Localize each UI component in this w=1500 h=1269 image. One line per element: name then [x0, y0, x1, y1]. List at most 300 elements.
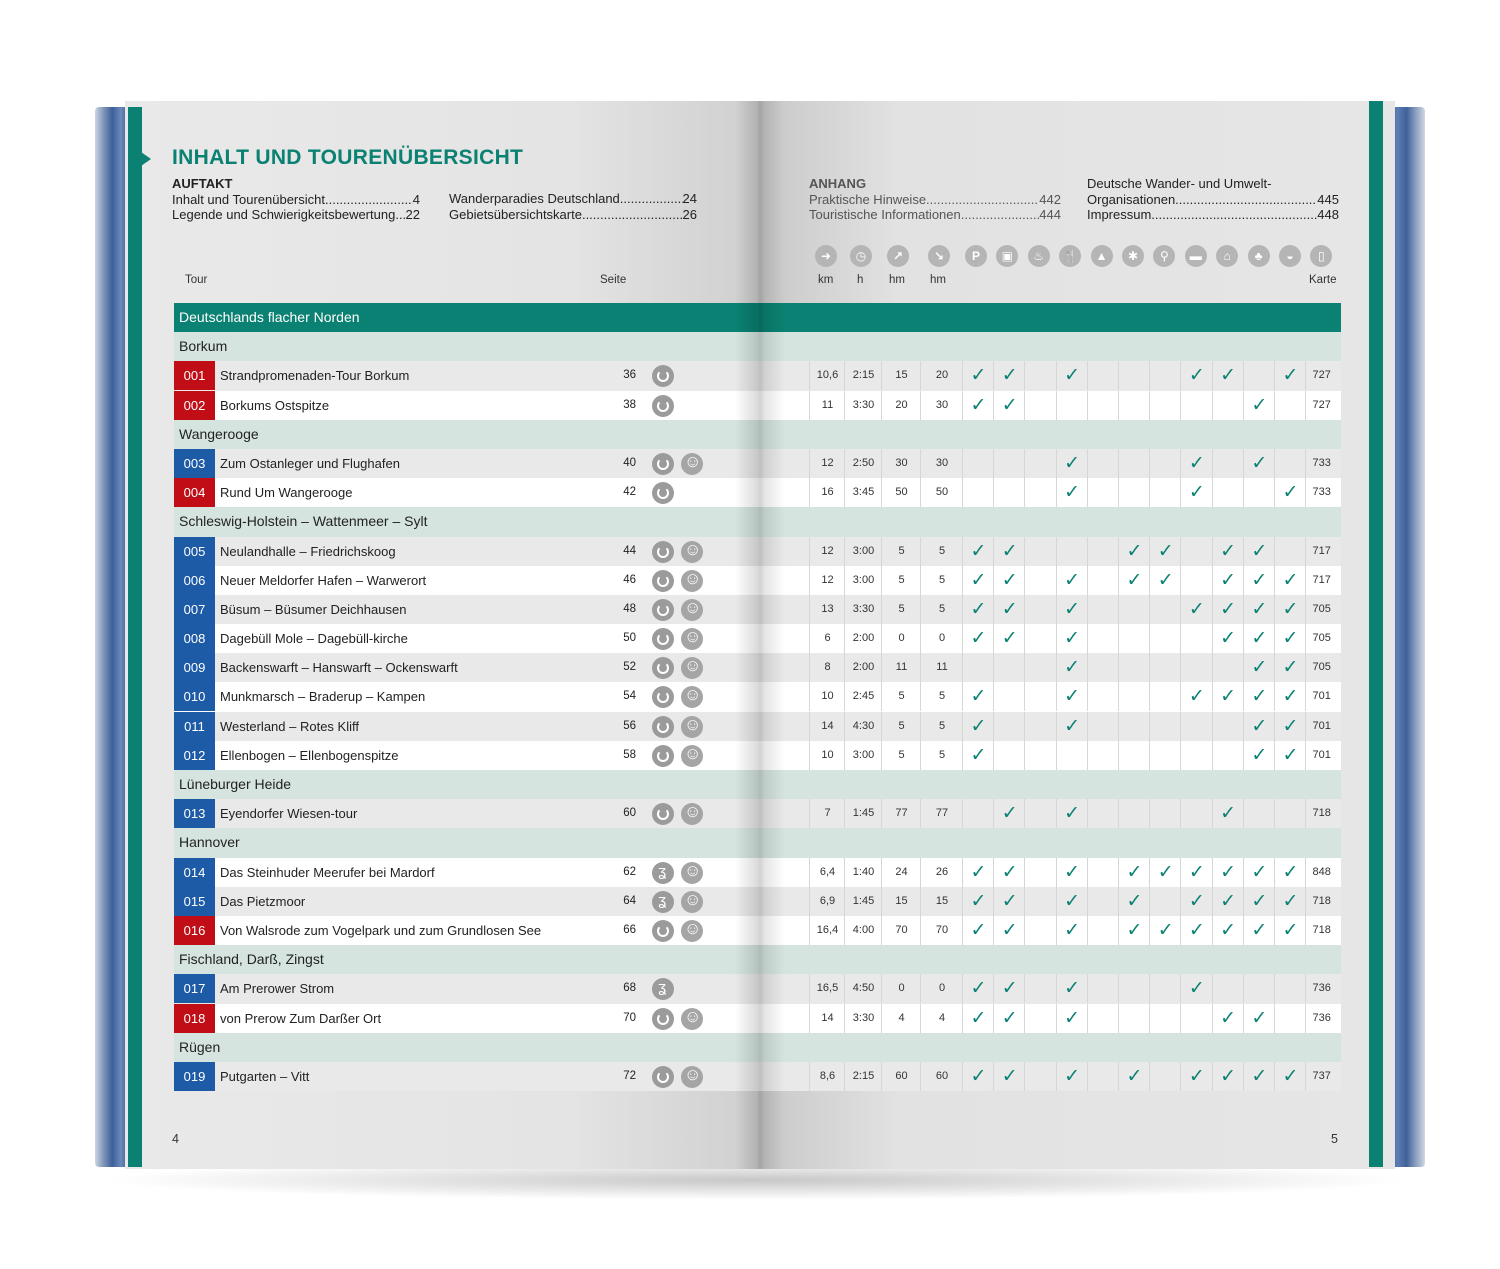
check-mark: ✓ [1243, 595, 1275, 624]
stat-hm1: 70 [881, 916, 921, 945]
check-mark: ✓ [1243, 391, 1275, 420]
check-mark: ✓ [1243, 537, 1275, 566]
page-title: INHALT UND TOURENÜBERSICHT [172, 146, 524, 169]
check-mark: ✓ [962, 566, 994, 595]
check-mark: ✓ [1212, 537, 1244, 566]
stat-h: 2:50 [844, 449, 882, 478]
check-mark: ✓ [1056, 682, 1088, 711]
tour-name: Westerland – Rotes Kliff [220, 718, 359, 734]
check-mark: ✓ [1243, 741, 1275, 770]
left-page-accent-stripe [128, 107, 142, 1167]
stat-hm1: 30 [881, 449, 921, 478]
stat-km: 14 [809, 712, 845, 741]
empty-cell [1056, 741, 1088, 770]
table-row[interactable] [174, 361, 1341, 390]
stat-hm2: 0 [920, 624, 963, 653]
tour-page-number: 72 [623, 1069, 636, 1082]
stat-hm2: 5 [920, 566, 963, 595]
toc-entry[interactable] [809, 192, 1061, 208]
tour-number-badge: 012 [174, 741, 215, 770]
check-mark: ✓ [1056, 478, 1088, 507]
table-row[interactable] [174, 916, 1341, 945]
parking-icon: P [965, 245, 987, 267]
toc-entry[interactable] [1087, 207, 1339, 223]
check-mark: ✓ [993, 916, 1025, 945]
tour-number-badge: 006 [174, 566, 215, 595]
stat-km: 12 [809, 537, 845, 566]
stat-hm2: 26 [920, 858, 963, 887]
toc-entry[interactable] [809, 207, 1061, 223]
check-mark: ✓ [1274, 887, 1306, 916]
check-mark: ✓ [1056, 361, 1088, 390]
check-mark: ✓ [993, 887, 1025, 916]
toc-entry-page: 448 [1317, 207, 1339, 222]
stat-km: 6,9 [809, 887, 845, 916]
check-mark: ✓ [1056, 858, 1088, 887]
check-mark: ✓ [1180, 1062, 1212, 1091]
empty-cell [1024, 858, 1056, 887]
check-mark: ✓ [1274, 566, 1306, 595]
tour-number-badge: 017 [174, 974, 215, 1003]
table-row[interactable] [174, 595, 1341, 624]
map-number: 718 [1305, 799, 1337, 828]
empty-cell [1024, 916, 1056, 945]
check-mark: ✓ [1274, 361, 1306, 390]
empty-cell [1149, 478, 1181, 507]
check-mark: ✓ [993, 858, 1025, 887]
check-mark: ✓ [1118, 916, 1150, 945]
linear-route-icon [652, 862, 674, 884]
tour-name: Eyendorfer Wiesen-tour [220, 806, 358, 822]
check-mark: ✓ [993, 595, 1025, 624]
check-mark: ✓ [1243, 449, 1275, 478]
stat-km: 14 [809, 1004, 845, 1033]
empty-cell [1024, 361, 1056, 390]
page-number-right: 5 [1331, 1132, 1338, 1146]
title-arrow-icon [141, 152, 151, 166]
empty-cell [993, 712, 1025, 741]
stat-hm1: 11 [881, 653, 921, 682]
tour-page-number: 54 [623, 690, 636, 703]
tour-number-badge: 005 [174, 537, 215, 566]
check-mark: ✓ [1243, 1004, 1275, 1033]
empty-cell [1149, 624, 1181, 653]
stat-h: 2:45 [844, 682, 882, 711]
tour-number-badge: 004 [174, 478, 215, 507]
table-row[interactable] [174, 653, 1341, 682]
toc-entry-title: Legende und Schwierigkeitsbewertung [172, 207, 396, 222]
empty-cell [1024, 391, 1056, 420]
table-row[interactable] [174, 391, 1341, 420]
section-header-row [174, 507, 1341, 536]
empty-cell [1212, 478, 1244, 507]
empty-cell [962, 799, 994, 828]
check-mark: ✓ [1274, 595, 1306, 624]
tour-number-badge: 001 [174, 361, 215, 390]
table-row[interactable] [174, 858, 1341, 887]
check-mark: ✓ [962, 391, 994, 420]
tree-icon: ♣ [1248, 245, 1270, 267]
circular-route-icon [652, 395, 674, 417]
table-row[interactable] [174, 1062, 1341, 1091]
table-row[interactable] [174, 974, 1341, 1003]
empty-cell [1087, 974, 1119, 1003]
ascent-icon: ↗ [887, 245, 909, 267]
stat-h: 4:30 [844, 712, 882, 741]
empty-cell [1274, 391, 1306, 420]
family-friendly-icon [681, 745, 703, 767]
stat-hm1: 20 [881, 391, 921, 420]
toc-auftakt-col2 [449, 191, 697, 222]
stat-hm1: 5 [881, 712, 921, 741]
stat-hm1: 5 [881, 741, 921, 770]
tour-number-badge: 015 [174, 887, 215, 916]
check-mark: ✓ [962, 916, 994, 945]
check-mark: ✓ [962, 887, 994, 916]
map-number: 718 [1305, 916, 1337, 945]
empty-cell [1118, 712, 1150, 741]
empty-cell [993, 449, 1025, 478]
empty-cell [1024, 1004, 1056, 1033]
empty-cell [993, 478, 1025, 507]
tour-name: Rund Um Wangerooge [220, 485, 353, 501]
empty-cell [1118, 449, 1150, 478]
toc-entry-page: 444 [1039, 207, 1061, 222]
tour-number-badge: 018 [174, 1004, 215, 1033]
stat-km: 8 [809, 653, 845, 682]
empty-cell [1149, 449, 1181, 478]
check-mark: ✓ [1243, 624, 1275, 653]
empty-cell [1118, 478, 1150, 507]
empty-cell [1243, 361, 1275, 390]
family-friendly-icon [681, 657, 703, 679]
empty-cell [1180, 624, 1212, 653]
clock-icon: ◷ [850, 245, 872, 267]
stat-hm2: 70 [920, 916, 963, 945]
stat-hm2: 30 [920, 449, 963, 478]
empty-cell [1149, 1004, 1181, 1033]
toc-entry-page: 24 [682, 191, 697, 206]
empty-cell [1087, 624, 1119, 653]
tour-page-number: 50 [623, 632, 636, 645]
signpost-icon: ➜ [815, 245, 837, 267]
check-mark: ✓ [1212, 799, 1244, 828]
restaurant-icon: 🍴 [1059, 245, 1081, 267]
empty-cell [1087, 799, 1119, 828]
map-number: 701 [1305, 712, 1337, 741]
circular-route-icon [652, 686, 674, 708]
stat-hm2: 5 [920, 712, 963, 741]
toc-entry-page: 445 [1317, 191, 1339, 207]
stat-hm2: 0 [920, 974, 963, 1003]
family-friendly-icon [681, 716, 703, 738]
empty-cell [1024, 537, 1056, 566]
check-mark: ✓ [962, 712, 994, 741]
table-row[interactable] [174, 566, 1341, 595]
toc-entry[interactable] [172, 192, 420, 208]
toc-entry[interactable] [172, 207, 420, 223]
table-row[interactable] [174, 682, 1341, 711]
tour-number-badge: 016 [174, 916, 215, 945]
tour-name: Neuer Meldorfer Hafen – Warwerort [220, 572, 427, 588]
map-number: 736 [1305, 1004, 1337, 1033]
empty-cell [1118, 653, 1150, 682]
circular-route-icon [652, 365, 674, 387]
tour-number-badge: 002 [174, 391, 215, 420]
stat-h: 3:00 [844, 566, 882, 595]
empty-cell [962, 478, 994, 507]
empty-cell [1118, 595, 1150, 624]
tour-number-badge: 007 [174, 595, 215, 624]
stat-km: 8,6 [809, 1062, 845, 1091]
empty-cell [1149, 712, 1181, 741]
empty-cell [1180, 712, 1212, 741]
col-header-km: km [818, 274, 834, 286]
toc-entry[interactable] [449, 191, 697, 207]
section-label: Hannover [179, 834, 240, 851]
empty-cell [1243, 478, 1275, 507]
empty-cell [1149, 974, 1181, 1003]
family-friendly-icon [681, 628, 703, 650]
tour-table [174, 303, 1341, 1091]
stat-h: 2:15 [844, 361, 882, 390]
check-mark: ✓ [1180, 682, 1212, 711]
check-mark: ✓ [1243, 1062, 1275, 1091]
tour-name: Munkmarsch – Braderup – Kampen [220, 689, 426, 705]
tour-name: Am Prerower Strom [220, 981, 335, 997]
tour-page-number: 64 [623, 894, 636, 907]
table-row[interactable] [174, 624, 1341, 653]
tour-name: Borkums Ostspitze [220, 397, 330, 413]
stat-km: 16,4 [809, 916, 845, 945]
check-mark: ✓ [1243, 566, 1275, 595]
empty-cell [1118, 682, 1150, 711]
tour-page-number: 66 [623, 923, 636, 936]
stat-km: 13 [809, 595, 845, 624]
circular-route-icon [652, 628, 674, 650]
col-header-hm-up: hm [889, 274, 905, 286]
stat-hm1: 5 [881, 537, 921, 566]
table-row[interactable] [174, 741, 1341, 770]
stat-km: 6,4 [809, 858, 845, 887]
circular-route-icon [652, 570, 674, 592]
cable-car-icon: ♨ [1028, 245, 1050, 267]
toc-entry-page: 442 [1039, 191, 1061, 207]
tour-number-badge: 011 [174, 712, 215, 741]
map-number: 701 [1305, 682, 1337, 711]
circular-route-icon [652, 745, 674, 767]
check-mark: ✓ [1274, 478, 1306, 507]
check-mark: ✓ [1212, 682, 1244, 711]
map-number: 733 [1305, 478, 1337, 507]
check-mark: ✓ [1243, 712, 1275, 741]
check-mark: ✓ [1274, 653, 1306, 682]
phone-icon: ▯ [1310, 245, 1332, 267]
empty-cell [1212, 974, 1244, 1003]
stat-km: 7 [809, 799, 845, 828]
toc-entry[interactable] [1087, 192, 1339, 208]
toc-heading-anhang: ANHANG [809, 176, 867, 191]
empty-cell [1118, 799, 1150, 828]
check-mark: ✓ [1212, 361, 1244, 390]
section-header-row [174, 828, 1341, 857]
check-mark: ✓ [1243, 653, 1275, 682]
empty-cell [1024, 799, 1056, 828]
empty-cell [1118, 741, 1150, 770]
check-mark: ✓ [1056, 1062, 1088, 1091]
empty-cell [1149, 595, 1181, 624]
check-mark: ✓ [1056, 712, 1088, 741]
stat-km: 10,6 [809, 361, 845, 390]
toc-entry[interactable] [449, 207, 697, 223]
stat-km: 16 [809, 478, 845, 507]
empty-cell [1274, 799, 1306, 828]
map-number: 736 [1305, 974, 1337, 1003]
empty-cell [1024, 595, 1056, 624]
empty-cell [1087, 887, 1119, 916]
stat-hm2: 5 [920, 682, 963, 711]
empty-cell [1243, 799, 1275, 828]
stat-h: 4:50 [844, 974, 882, 1003]
table-row[interactable] [174, 712, 1341, 741]
family-friendly-icon [681, 599, 703, 621]
summit-icon: ▲ [1091, 245, 1113, 267]
check-mark: ✓ [1118, 1062, 1150, 1091]
circular-route-icon [652, 541, 674, 563]
check-mark: ✓ [993, 361, 1025, 390]
empty-cell [993, 653, 1025, 682]
tour-number-badge: 008 [174, 624, 215, 653]
empty-cell [1024, 712, 1056, 741]
stat-h: 3:00 [844, 537, 882, 566]
stat-h: 1:45 [844, 887, 882, 916]
empty-cell [1024, 449, 1056, 478]
col-header-hm-down: hm [930, 274, 946, 286]
toc-entry-title: Touristische Informationen [809, 207, 961, 222]
table-row[interactable] [174, 478, 1341, 507]
toc-entry-title: Impressum [1087, 207, 1152, 222]
check-mark: ✓ [1118, 566, 1150, 595]
empty-cell [1024, 478, 1056, 507]
check-mark: ✓ [962, 361, 994, 390]
stat-hm1: 15 [881, 887, 921, 916]
stat-km: 12 [809, 566, 845, 595]
stat-hm2: 15 [920, 887, 963, 916]
tour-name: Das Steinhuder Meerufer bei Mardorf [220, 864, 435, 880]
tour-page-number: 36 [623, 369, 636, 382]
check-mark: ✓ [1212, 887, 1244, 916]
tour-page-number: 52 [623, 661, 636, 674]
stat-hm2: 11 [920, 653, 963, 682]
stat-h: 3:00 [844, 741, 882, 770]
col-header-h: h [857, 274, 864, 286]
family-friendly-icon [681, 686, 703, 708]
tour-page-number: 68 [623, 982, 636, 995]
stat-hm1: 60 [881, 1062, 921, 1091]
stat-hm2: 4 [920, 1004, 963, 1033]
stat-h: 1:45 [844, 799, 882, 828]
empty-cell [1274, 974, 1306, 1003]
stat-hm2: 50 [920, 478, 963, 507]
stat-km: 10 [809, 741, 845, 770]
empty-cell [1180, 799, 1212, 828]
empty-cell [1087, 712, 1119, 741]
tour-number-badge: 014 [174, 858, 215, 887]
empty-cell [1087, 478, 1119, 507]
stat-hm2: 20 [920, 361, 963, 390]
family-friendly-icon [681, 891, 703, 913]
check-mark: ✓ [1212, 624, 1244, 653]
table-row[interactable] [174, 799, 1341, 828]
check-mark: ✓ [1056, 449, 1088, 478]
map-number: 727 [1305, 391, 1337, 420]
toc-auftakt-col1 [172, 176, 420, 223]
check-mark: ✓ [1274, 682, 1306, 711]
empty-cell [1087, 1062, 1119, 1091]
bed-icon: ▬ [1185, 245, 1207, 267]
circular-route-icon [652, 1066, 674, 1088]
map-number: 727 [1305, 361, 1337, 390]
check-mark: ✓ [1180, 449, 1212, 478]
stat-h: 3:45 [844, 478, 882, 507]
section-header-row [174, 332, 1341, 361]
check-mark: ✓ [1056, 887, 1088, 916]
section-header-row [174, 420, 1341, 449]
tour-name: Zum Ostanleger und Flughafen [220, 455, 400, 471]
check-mark: ✓ [1212, 1004, 1244, 1033]
table-row[interactable] [174, 537, 1341, 566]
table-row[interactable] [174, 887, 1341, 916]
check-mark: ✓ [1243, 858, 1275, 887]
table-row[interactable] [174, 449, 1341, 478]
empty-cell [1212, 449, 1244, 478]
empty-cell [1118, 361, 1150, 390]
empty-cell [1087, 595, 1119, 624]
check-mark: ✓ [993, 624, 1025, 653]
toc-entry-title: Wanderparadies Deutschland [449, 191, 620, 206]
family-friendly-icon [681, 541, 703, 563]
empty-cell [1024, 566, 1056, 595]
tour-name: Büsum – Büsumer Deichhausen [220, 601, 407, 617]
bike-icon: ⚲ [1153, 245, 1175, 267]
stat-h: 3:30 [844, 1004, 882, 1033]
check-mark: ✓ [1149, 916, 1181, 945]
map-number: 705 [1305, 653, 1337, 682]
toc-entry-title: Gebietsübersichtskarte [449, 206, 582, 222]
empty-cell [993, 741, 1025, 770]
empty-cell [1118, 391, 1150, 420]
empty-cell [1149, 682, 1181, 711]
check-mark: ✓ [993, 799, 1025, 828]
check-mark: ✓ [993, 974, 1025, 1003]
check-mark: ✓ [1149, 858, 1181, 887]
tour-name: Backenswarft – Hanswarft – Ockenswarft [220, 660, 458, 676]
tour-page-number: 42 [623, 486, 636, 499]
stat-km: 6 [809, 624, 845, 653]
check-mark: ✓ [993, 1062, 1025, 1091]
stat-h: 3:30 [844, 595, 882, 624]
section-label: Lüneburger Heide [179, 776, 292, 792]
empty-cell [1149, 799, 1181, 828]
table-row[interactable] [174, 1004, 1341, 1033]
tour-number-badge: 013 [174, 799, 215, 828]
empty-cell [1024, 974, 1056, 1003]
check-mark: ✓ [1180, 916, 1212, 945]
empty-cell [1087, 858, 1119, 887]
descent-icon: ↘ [928, 245, 950, 267]
map-number: 717 [1305, 537, 1337, 566]
map-number: 733 [1305, 449, 1337, 478]
